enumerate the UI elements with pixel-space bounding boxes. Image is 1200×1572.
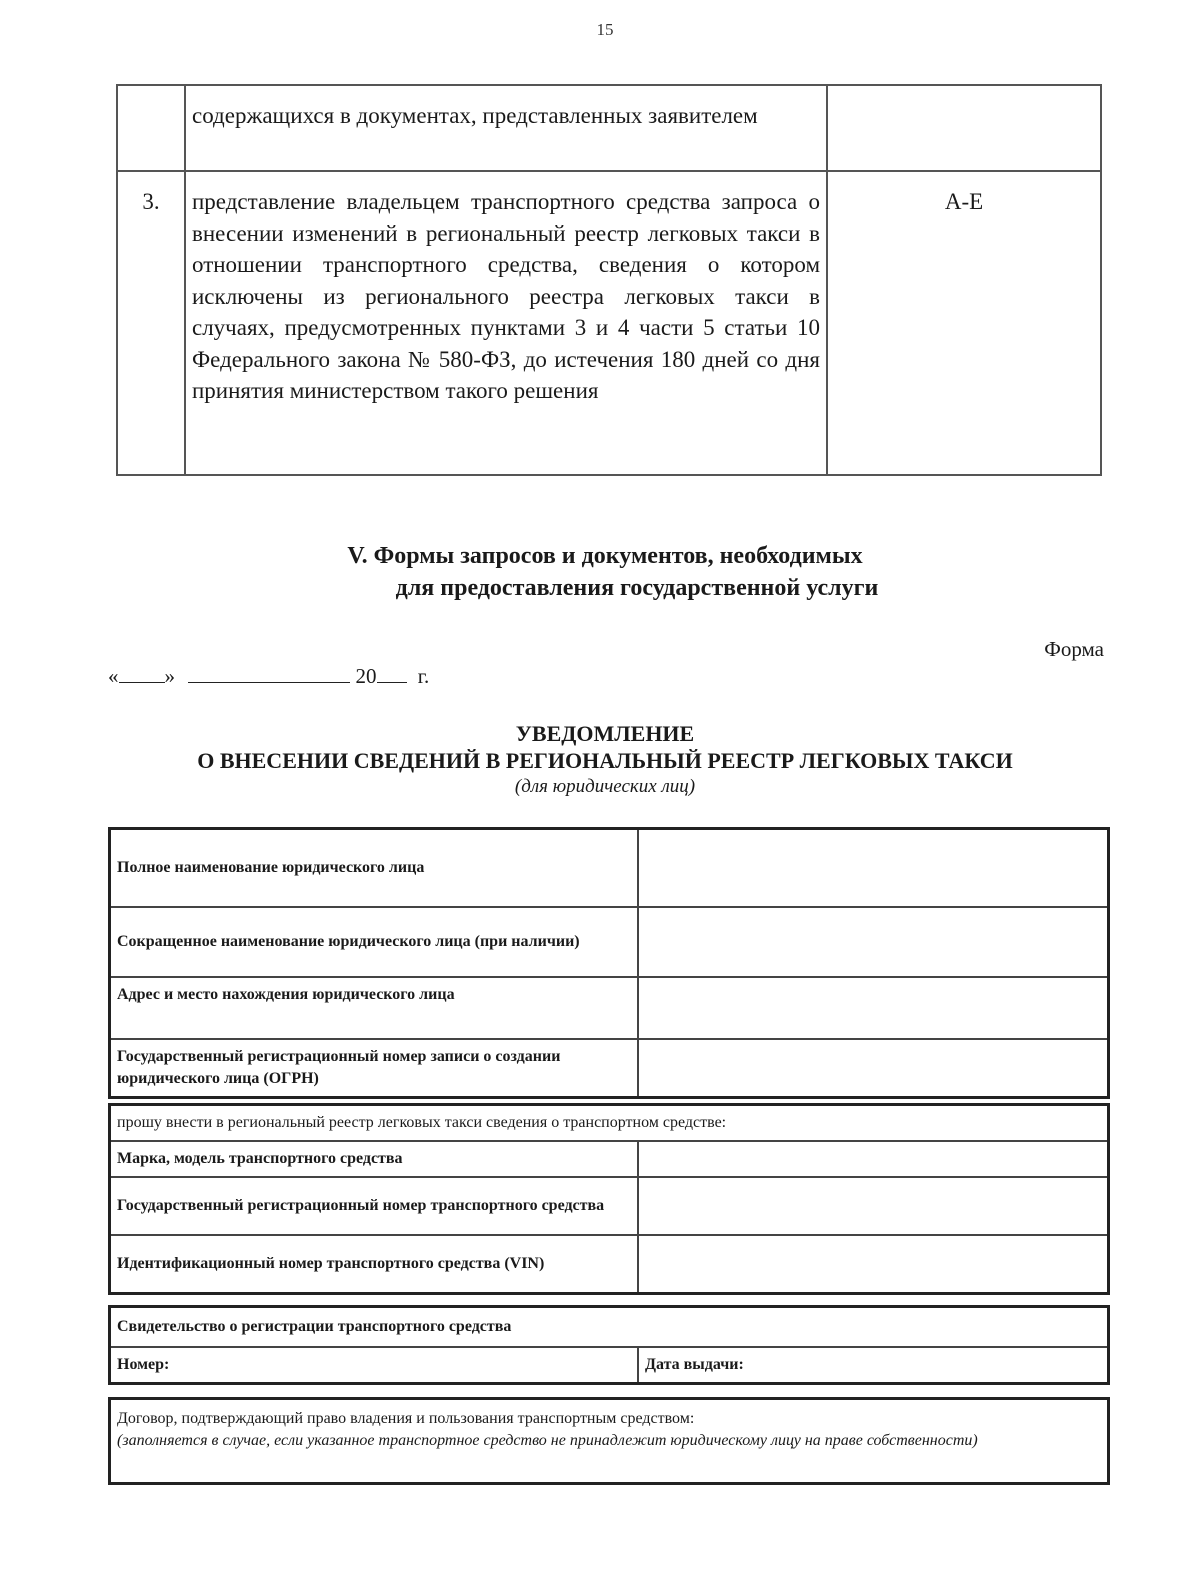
field-label: Идентификационный номер транспортного средства (VIN) xyxy=(110,1235,639,1294)
document-title-line2: О ВНЕСЕНИИ СВЕДЕНИЙ В РЕГИОНАЛЬНЫЙ РЕЕСТР ЛЕГКОВЫХ ТАКСИ xyxy=(197,748,1013,773)
field-label: Полное наименование юридического лица xyxy=(110,829,639,908)
document-title xyxy=(0,720,1200,774)
section-title-line2: для предоставления государственной услуги xyxy=(395,575,879,601)
field-label: Адрес и место нахождения юридического лица xyxy=(110,977,639,1039)
section-title xyxy=(0,540,1200,604)
table-row xyxy=(110,1141,1109,1177)
table-row xyxy=(110,1177,1109,1235)
field-value[interactable] xyxy=(638,977,1109,1039)
field-label: Государственный регистрационный номер транспортного средства xyxy=(110,1177,639,1235)
table-row xyxy=(110,1105,1109,1142)
row-number: 3. xyxy=(117,171,185,475)
table-row xyxy=(117,171,1101,475)
table-row xyxy=(117,85,1101,171)
day-blank[interactable] xyxy=(119,662,165,683)
field-value[interactable] xyxy=(638,1177,1109,1235)
document-subtitle: (для юридических лиц) xyxy=(514,776,696,797)
row-code xyxy=(827,85,1101,171)
field-value[interactable] xyxy=(638,1039,1109,1098)
row-text: представление владельцем транспортного средства запроса о внесении изменений в региональный реестр легковых такси в отношении транспортного средства, сведения о котором исключены из регионального реестра легковых такси в случаях, предусмотренных пунктами 3 и 4 части 5 статьи 10 Федерального закона № 580-ФЗ, до истечения 180 дней со дня принятия министерством такого решения xyxy=(185,171,827,475)
vehicle-table xyxy=(108,1103,1110,1295)
table-row xyxy=(110,1039,1109,1098)
year-prefix: 20 xyxy=(355,664,377,688)
row-number xyxy=(117,85,185,171)
ownership-contract-table xyxy=(108,1397,1110,1485)
year-suffix: г. xyxy=(417,664,430,688)
close-quote: » xyxy=(164,664,175,688)
form-label: Форма xyxy=(1044,637,1104,661)
field-label: Государственный регистрационный номер записи о создании юридического лица (ОГРН) xyxy=(110,1039,639,1098)
month-blank[interactable] xyxy=(188,662,350,683)
field-value[interactable] xyxy=(638,1141,1109,1177)
document-title-line1: УВЕДОМЛЕНИЕ xyxy=(515,721,695,746)
year-blank[interactable] xyxy=(377,662,407,683)
certificate-header: Свидетельство о регистрации транспортного средства xyxy=(110,1307,1109,1348)
contract-note: (заполняется в случае, если указанное транспортное средство не принадлежит юридическому лицу на праве собственности) xyxy=(117,1432,978,1449)
services-table xyxy=(116,84,1102,476)
table-row xyxy=(110,977,1109,1039)
certificate-number-field[interactable]: Номер: xyxy=(110,1347,639,1384)
field-label: Сокращенное наименование юридического лица (при наличии) xyxy=(110,907,639,977)
table-row xyxy=(110,907,1109,977)
table-row xyxy=(110,1399,1109,1484)
section-title-line1: V. Формы запросов и документов, необходимых xyxy=(347,543,863,569)
field-value[interactable] xyxy=(638,1235,1109,1294)
open-quote: « xyxy=(108,664,119,688)
registration-certificate-table xyxy=(108,1305,1110,1385)
legal-entity-table xyxy=(108,827,1110,1099)
row-text: содержащихся в документах, представленных заявителем xyxy=(185,85,827,171)
contract-field[interactable] xyxy=(110,1399,1109,1484)
field-value[interactable] xyxy=(638,907,1109,977)
date-line xyxy=(108,662,429,689)
field-value[interactable] xyxy=(638,829,1109,908)
field-label: Марка, модель транспортного средства xyxy=(110,1141,639,1177)
vehicle-intro: прошу внести в региональный реестр легковых такси сведения о транспортном средстве: xyxy=(110,1105,1109,1142)
page-number: 15 xyxy=(596,20,614,39)
contract-label: Договор, подтверждающий право владения и пользования транспортным средством: xyxy=(117,1410,695,1427)
certificate-date-field[interactable]: Дата выдачи: xyxy=(638,1347,1109,1384)
table-row xyxy=(110,1347,1109,1384)
table-row xyxy=(110,829,1109,908)
table-row xyxy=(110,1235,1109,1294)
table-row xyxy=(110,1307,1109,1348)
row-code: А-Е xyxy=(827,171,1101,475)
